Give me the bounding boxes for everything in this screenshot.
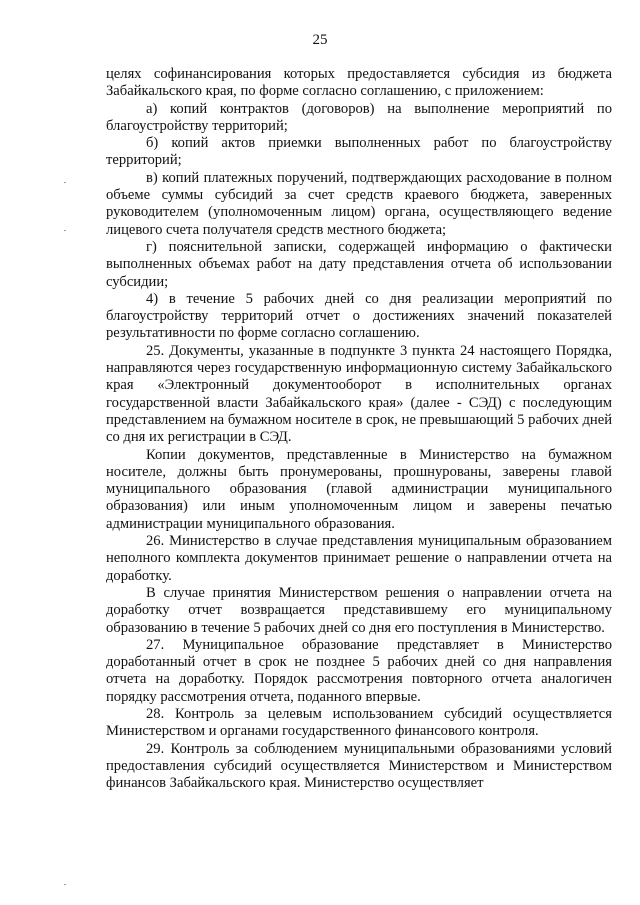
margin-mark bbox=[64, 182, 66, 183]
paragraph-clause-27: 27. Муниципальное образование представляет в Министерство доработанный отчет в срок не позднее 5 рабочих дней со дня направления отчета на доработку. Порядок рассмотрения повторного отчета аналогичен порядку рассмотрения отчета, поданного впервые. bbox=[106, 636, 612, 705]
paragraph-item-b: б) копий актов приемки выполненных работ по благоустройству территорий; bbox=[106, 135, 612, 169]
paragraph-item-v: в) копий платежных поручений, подтверждающих расходование в полном объеме суммы субсидий за счет средств краевого бюджета, заверенных руководителем (уполномоченным лицом) органа, осуществляющего ведение лицевого счета получателя средств местного бюджета; bbox=[106, 169, 612, 238]
paragraph-item-4: 4) в течение 5 рабочих дней со дня реализации мероприятий по благоустройству территорий отчет о достижениях значений показателей результативности по форме согласно соглашению. bbox=[106, 290, 612, 342]
paragraph-copies: Копии документов, представленные в Министерство на бумажном носителе, должны быть пронумерованы, прошнурованы, заверены главой муниципального образования (главой администрации муниципального образования) или иным уполномоченным лицом и заверены печатью администрации муниципального образования. bbox=[106, 446, 612, 532]
page-number: 25 bbox=[312, 32, 328, 48]
paragraph-clause-29: 29. Контроль за соблюдением муниципальными образованиями условий предоставления субсидий осуществляется Министерством и Министерством финансов Забайкальского края. Министерство осуществляет bbox=[106, 740, 612, 792]
margin-mark bbox=[64, 884, 66, 885]
paragraph-item-g: г) пояснительной записки, содержащей информацию о фактически выполненных объемах работ на дату представления отчета об использовании субсидии; bbox=[106, 238, 612, 290]
paragraph-rework: В случае принятия Министерством решения о направлении отчета на доработку отчет возвращается представившему его муниципальному образованию в течение 5 рабочих дней со дня его поступления в Министерство. bbox=[106, 584, 612, 636]
paragraph-clause-25: 25. Документы, указанные в подпункте 3 пункта 24 настоящего Порядка, направляются через государственную информационную систему Забайкальского края «Электронный документооборот в исполнительных органах государственной власти Забайкальского края» (далее - СЭД) с последующим представлением на бумажном носителе в срок, не превышающий 5 рабочих дней со дня их регистрации в СЭД. bbox=[106, 342, 612, 446]
body-text bbox=[106, 66, 612, 792]
paragraph-clause-28: 28. Контроль за целевым использованием субсидий осуществляется Министерством и органами государственного финансового контроля. bbox=[106, 705, 612, 740]
paragraph: целях софинансирования которых предоставляется субсидия из бюджета Забайкальского края, по форме согласно соглашению, с приложением: bbox=[106, 66, 612, 100]
paragraph-item-a: а) копий контрактов (договоров) на выполнение мероприятий по благоустройству территорий; bbox=[106, 100, 612, 134]
margin-mark bbox=[64, 230, 66, 231]
paragraph-clause-26: 26. Министерство в случае представления муниципальным образованием неполного комплекта документов принимает решение о направлении отчета на доработку. bbox=[106, 533, 612, 584]
